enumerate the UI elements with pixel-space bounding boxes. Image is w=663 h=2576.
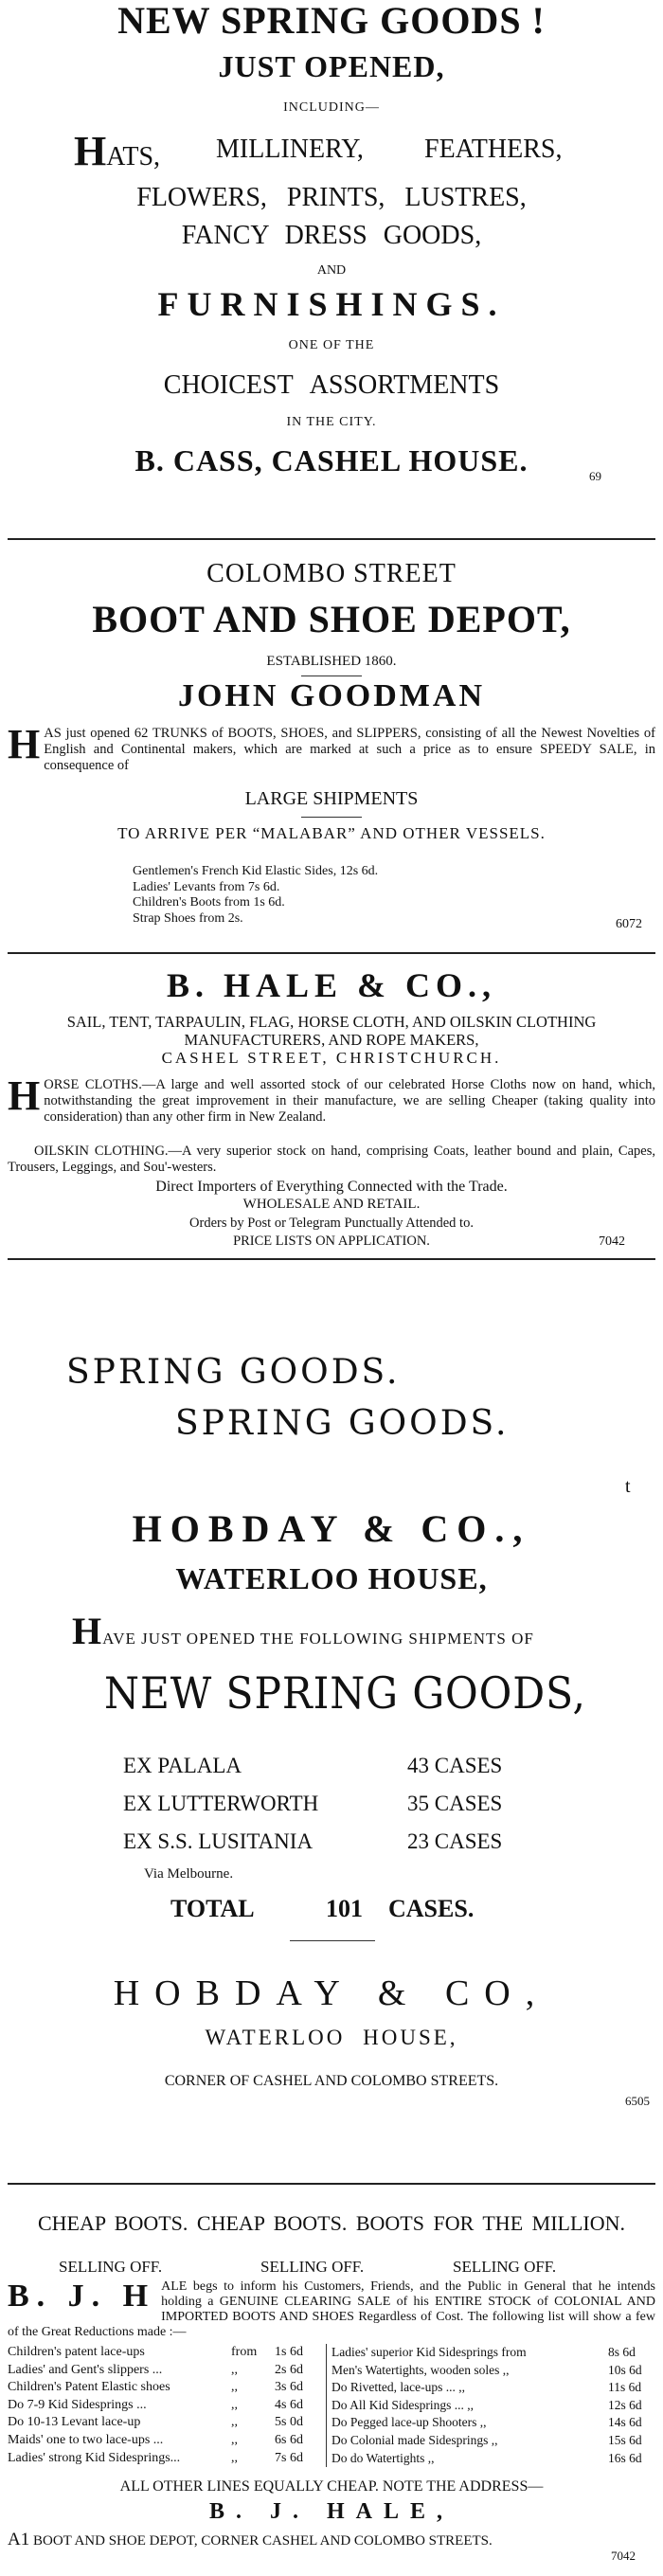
ad4-title: HOBDAY & CO.,	[132, 1507, 531, 1550]
ad5-address-prefix: A1	[8, 2530, 30, 2549]
table-cell: Men's Watertights, wooden soles ,,	[332, 2362, 510, 2377]
table-cell: ,,	[231, 2450, 238, 2465]
ad4-total-label: TOTAL	[170, 1895, 255, 1922]
ad4-cases: 35 CASES	[407, 1792, 503, 1815]
ad4-have-text: AVE JUST OPENED THE FOLLOWING SHIPMENTS OF	[102, 1630, 534, 1648]
ad5-right-table	[332, 2344, 655, 2467]
ad3-wholesale: WHOLESALE AND RETAIL.	[242, 1197, 421, 1212]
ad2-street: COLOMBO STREET	[206, 559, 457, 588]
ad1-and: AND	[316, 263, 347, 278]
ad2-dropcap: H	[8, 721, 41, 767]
table-cell: ,,	[231, 2362, 238, 2377]
table-cell: Ladies' superior Kid Sidesprings from	[332, 2345, 527, 2359]
ad1-furnishings: FURNISHINGS.	[157, 285, 506, 323]
ad5-intro	[8, 2279, 655, 2340]
ad5-selling-0: SELLING OFF.	[59, 2258, 163, 2276]
table-row	[332, 2432, 655, 2450]
ad3-number: 7042	[599, 1234, 625, 1249]
table-row	[332, 2379, 655, 2397]
ad5-name-big: B. J. H	[8, 2279, 156, 2314]
ad4-number: 6505	[625, 2094, 650, 2108]
table-cell: 7s 6d	[275, 2450, 303, 2465]
ad-goodman	[0, 540, 663, 955]
table-row	[8, 2397, 326, 2415]
ad5-all-other: ALL OTHER LINES EQUALLY CHEAP. NOTE THE ADDRESS—	[119, 2478, 544, 2495]
table-cell: Do Pegged lace-up Shooters ,,	[332, 2415, 487, 2430]
ad2-small-rule-2	[301, 817, 362, 818]
table-cell: from	[231, 2345, 258, 2359]
table-row	[332, 2414, 655, 2432]
table-cell: ,,	[231, 2380, 238, 2395]
ad3-para1-text: ORSE CLOTHS.—A large and well assorted stock of our celebrated Horse Cloths now on hand, which, notwithstanding the great improvement in their manufacture, we are selling Cheaper (taking quality into consideration) than any other firm in New Zealand.	[44, 1077, 655, 1125]
ad4-have	[72, 1609, 534, 1653]
ad1-line1	[74, 127, 160, 175]
table-cell: ,,	[231, 2397, 238, 2412]
ad1-line1-c: FEATHERS,	[424, 135, 563, 164]
table-cell: 10s 6d	[608, 2362, 642, 2377]
ad4-spring1: SPRING GOODS.	[66, 1353, 401, 1392]
table-row	[8, 2432, 326, 2450]
table-cell: 4s 6d	[275, 2397, 303, 2412]
table-cell: Do Rivetted, lace-ups ... ,,	[332, 2380, 465, 2395]
ad2-body	[8, 721, 655, 774]
ad4-total-unit: CASES.	[388, 1895, 475, 1922]
ad1-title: NEW SPRING GOODS !	[117, 0, 546, 42]
ad1-including: INCLUDING—	[283, 100, 380, 115]
ad1-choicest: CHOICEST ASSORTMENTS	[163, 370, 500, 400]
table-cell: 11s 6d	[608, 2380, 642, 2395]
table-cell: 1s 6d	[275, 2345, 303, 2359]
ad3-line1: SAIL, TENT, TARPAULIN, FLAG, HORSE CLOTH, AND OILSKIN CLOTHING	[66, 1013, 597, 1031]
ad5-selling-1: SELLING OFF.	[260, 2258, 365, 2276]
ad4-title2: HOBDAY & CO,	[113, 1973, 550, 2013]
ad1-in-the-city: IN THE CITY.	[286, 415, 377, 429]
table-cell: Maids' one to two lace-ups ...	[8, 2432, 164, 2447]
ad4-shipment-row	[123, 1747, 502, 1785]
ad4-small-rule	[290, 1940, 375, 1941]
table-cell: Do do Watertights ,,	[332, 2450, 435, 2465]
ad5-address: BOOT AND SHOE DEPOT, CORNER CASHEL AND COLOMBO STREETS.	[32, 2533, 493, 2549]
ad2-number: 6072	[616, 917, 642, 931]
table-cell: Do All Kid Sidesprings ... ,,	[332, 2397, 475, 2412]
table-cell: Ladies' strong Kid Sidesprings...	[8, 2450, 181, 2465]
ad5-intro-text: ALE begs to inform his Customers, Friends, and the Public in General that he intends holding a GENUINE CLEARING SALE of his ENTIRE STOCK of COLONIAL AND IMPORTED BOOTS AND SHOES Regardless of Cost. The following list will show a few of the Great Reductions made :—	[8, 2279, 655, 2339]
table-cell: ,,	[231, 2432, 238, 2447]
table-cell: 2s 6d	[275, 2362, 303, 2377]
table-cell: Ladies' and Gent's slippers ...	[8, 2362, 163, 2377]
ad4-shipment-row	[123, 1823, 502, 1861]
table-cell: 3s 6d	[275, 2380, 303, 2395]
table-cell: Do Colonial made Sidesprings ,,	[332, 2432, 498, 2447]
ad2-item: Ladies' Levants from 7s 6d.	[133, 879, 280, 894]
ad1-one-of-the: ONE OF THE	[288, 338, 375, 352]
ad1-number: 69	[589, 469, 601, 483]
table-row	[332, 2344, 655, 2362]
table-row	[8, 2379, 326, 2397]
ad2-large-shipments: LARGE SHIPMENTS	[244, 788, 419, 809]
ad5-headline	[8, 2213, 655, 2234]
table-row	[8, 2344, 326, 2362]
ad1-signature: B. CASS, CASHEL HOUSE.	[134, 443, 529, 477]
ad1-subtitle: JUST OPENED,	[218, 49, 445, 83]
ad3-line2: MANUFACTURERS, AND ROPE MAKERS,	[184, 1031, 479, 1049]
ad1-line1-a: ATS,	[106, 142, 161, 171]
ad3-direct: Direct Importers of Everything Connected with the Trade.	[155, 1179, 508, 1195]
table-cell: Do 7-9 Kid Sidesprings ...	[8, 2397, 147, 2412]
table-row	[8, 2450, 326, 2468]
ad4-cases: 23 CASES	[407, 1829, 503, 1853]
ad3-para2: OILSKIN CLOTHING.—A very superior stock on hand, comprising Coats, leather bound and plain, Capes, Trousers, Leggings, and Sou'-westers.	[8, 1144, 655, 1175]
ad2-arrive: TO ARRIVE PER “MALABAR” AND OTHER VESSELS.	[117, 824, 546, 842]
ad4-cases: 43 CASES	[407, 1754, 503, 1777]
ad1-line1-b: MILLINERY,	[216, 135, 364, 164]
table-row	[332, 2397, 655, 2415]
ad4-ship: EX LUTTERWORTH	[123, 1792, 319, 1815]
table-cell: 12s 6d	[608, 2397, 642, 2412]
ad4-house2: WATERLOO HOUSE,	[205, 2026, 458, 2049]
table-cell: 15s 6d	[608, 2432, 642, 2447]
ad5-selling-2: SELLING OFF.	[453, 2258, 557, 2276]
ad3-line3: CASHEL STREET, CHRISTCHURCH.	[161, 1049, 502, 1067]
ad5-address-line	[8, 2530, 493, 2550]
table-cell: Do 10-13 Levant lace-up	[8, 2415, 141, 2430]
ad3-title: B. HALE & CO.,	[166, 966, 497, 1004]
ad4-shipments	[123, 1747, 502, 1861]
ad3-para1	[8, 1072, 655, 1126]
ad2-body-text: AS just opened 62 TRUNKS of BOOTS, SHOES, and SLIPPERS, consisting of all the Newest Novelties of English and Continental makers, which are marked at such a price as to ensure SPEEDY SALE, in consequence of	[44, 726, 655, 773]
ad-bj-hale	[0, 2185, 663, 2576]
table-row	[332, 2362, 655, 2380]
ad2-items	[133, 864, 378, 927]
ad4-shipment-row	[123, 1785, 502, 1823]
ad3-orders: Orders by Post or Telegram Punctually Attended to.	[189, 1216, 474, 1231]
table-row	[332, 2450, 655, 2468]
table-cell: 14s 6d	[608, 2415, 642, 2430]
table-cell: 16s 6d	[608, 2450, 642, 2465]
ad5-name-spaced: B. J. HALE,	[208, 2499, 455, 2524]
ad4-spring2: SPRING GOODS.	[175, 1404, 510, 1443]
ad2-item: Gentlemen's French Kid Elastic Sides, 12s 6d.	[133, 864, 379, 878]
ad4-ship: EX S.S. LUSITANIA	[123, 1829, 314, 1853]
ad1-dropcap: H	[74, 128, 107, 174]
table-cell: Children's Patent Elastic shoes	[8, 2380, 170, 2395]
ad4-corner: CORNER OF CASHEL AND COLOMBO STREETS.	[164, 2073, 499, 2089]
ad1-line3: FANCY DRESS GOODS,	[181, 221, 482, 250]
ad4-new-spring: NEW SPRING GOODS,	[104, 1667, 586, 1719]
table-row	[8, 2414, 326, 2432]
ad2-item: Children's Boots from 1s 6d.	[133, 895, 285, 910]
ad4-dropcap: H	[72, 1610, 103, 1652]
ad3-dropcap: H	[8, 1072, 41, 1119]
ad2-title: BOOT AND SHOE DEPOT,	[92, 598, 571, 640]
table-cell: 6s 6d	[275, 2432, 303, 2447]
ad5-headline-text: CHEAP BOOTS. CHEAP BOOTS. BOOTS FOR THE MILLION.	[37, 2211, 625, 2235]
ad2-owner: JOHN GOODMAN	[177, 678, 486, 713]
ad2-established: ESTABLISHED 1860.	[266, 654, 397, 669]
table-row	[8, 2362, 326, 2380]
ad4-total-value: 101	[326, 1895, 363, 1922]
table-cell: 8s 6d	[608, 2345, 636, 2359]
table-cell: Children's patent lace-ups	[8, 2345, 145, 2359]
ad4-stray-mark: t	[625, 1476, 631, 1497]
ad3-price-lists: PRICE LISTS ON APPLICATION.	[233, 1234, 430, 1249]
ad5-number: 7042	[611, 2549, 636, 2563]
ad4-ship: EX PALALA	[123, 1754, 242, 1777]
table-cell: ,,	[231, 2415, 238, 2430]
ad2-item: Strap Shoes from 2s.	[133, 910, 243, 926]
ad5-left-table	[8, 2344, 327, 2467]
ad4-via: Via Melbourne.	[144, 1866, 234, 1882]
ad-hobday	[0, 1260, 663, 2160]
ad4-house: WATERLOO HOUSE,	[175, 1561, 488, 1595]
ad-cass	[0, 0, 663, 531]
table-cell: 5s 0d	[275, 2415, 303, 2430]
ad1-line2: FLOWERS, PRINTS, LUSTRES,	[136, 183, 527, 212]
